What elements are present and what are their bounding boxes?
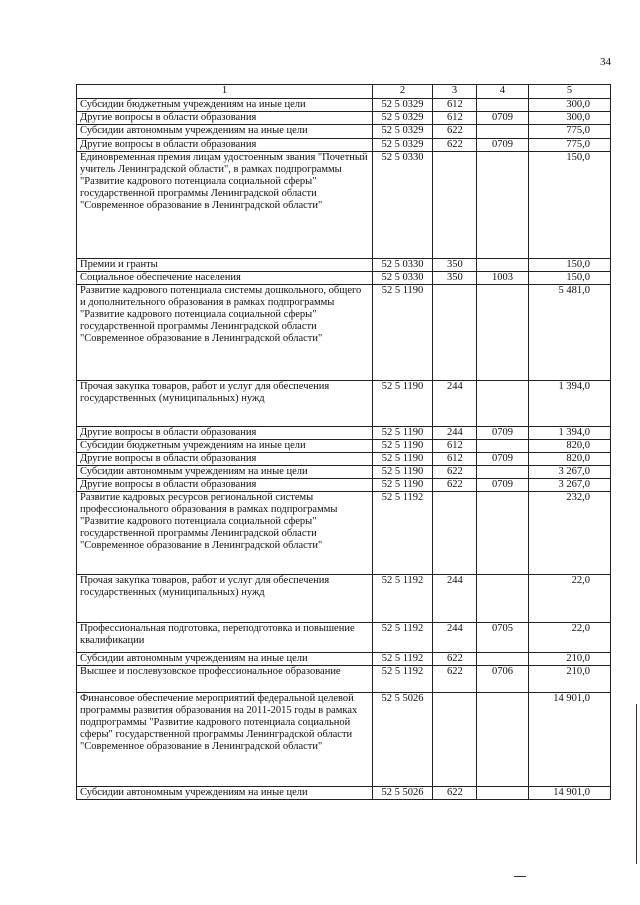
row-sum: 14 901,0 [529, 693, 611, 787]
row-name: Другие вопросы в области образования [77, 453, 373, 466]
row-expense-type: 350 [433, 272, 477, 285]
row-code: 52 5 1190 [373, 285, 433, 381]
row-expense-type: 622 [433, 653, 477, 666]
row-sum: 3 267,0 [529, 466, 611, 479]
row-expense-type: 612 [433, 453, 477, 466]
row-code: 52 5 0329 [373, 125, 433, 139]
table-row [77, 466, 611, 479]
row-code: 52 5 1190 [373, 466, 433, 479]
row-name: Субсидии бюджетным учреждениям на иные цели [77, 440, 373, 453]
row-expense-type: 622 [433, 666, 477, 693]
scan-dash-mark [514, 876, 526, 877]
row-code: 52 5 1190 [373, 479, 433, 492]
table-row [77, 285, 611, 381]
row-expense-type: 350 [433, 259, 477, 272]
row-sum: 300,0 [529, 99, 611, 112]
row-name: Другие вопросы в области образования [77, 139, 373, 152]
row-name: Высшее и послевузовское профессиональное образование [77, 666, 373, 693]
row-code: 52 5 1192 [373, 492, 433, 575]
row-expense-type: 622 [433, 787, 477, 800]
row-code: 52 5 1192 [373, 575, 433, 623]
row-section [477, 99, 529, 112]
row-code: 52 5 0330 [373, 272, 433, 285]
row-section: 0706 [477, 666, 529, 693]
row-section [477, 125, 529, 139]
row-code: 52 5 5026 [373, 787, 433, 800]
row-sum: 820,0 [529, 440, 611, 453]
table-row [77, 575, 611, 623]
row-name: Единовременная премия лицам удостоенным звания "Почетный учитель Ленинградской области", в рамках подпрограммы "Развитие кадрового потенциала социальной сферы" государственной программы Ленинградской области "Современное образование в Ленинградской области" [77, 152, 373, 259]
row-sum: 775,0 [529, 139, 611, 152]
row-section [477, 787, 529, 800]
header-cell: 1 [77, 85, 373, 99]
row-code: 52 5 0330 [373, 259, 433, 272]
row-code: 52 5 1190 [373, 440, 433, 453]
row-section [477, 440, 529, 453]
budget-table-body [77, 85, 611, 800]
table-row [77, 453, 611, 466]
row-code: 52 5 1192 [373, 653, 433, 666]
row-name: Субсидии автономным учреждениям на иные цели [77, 787, 373, 800]
table-row [77, 125, 611, 139]
row-sum: 22,0 [529, 575, 611, 623]
row-code: 52 5 0329 [373, 112, 433, 125]
row-code: 52 5 1190 [373, 427, 433, 440]
table-row [77, 272, 611, 285]
table-row [77, 427, 611, 440]
row-code: 52 5 5026 [373, 693, 433, 787]
row-expense-type: 244 [433, 381, 477, 427]
row-code: 52 5 1190 [373, 453, 433, 466]
row-sum: 1 394,0 [529, 427, 611, 440]
row-sum: 775,0 [529, 125, 611, 139]
row-expense-type [433, 693, 477, 787]
table-row [77, 693, 611, 787]
header-row [77, 85, 611, 99]
row-section: 1003 [477, 272, 529, 285]
table-row [77, 623, 611, 653]
scan-edge-line [636, 704, 637, 864]
row-code: 52 5 0330 [373, 152, 433, 259]
row-expense-type [433, 152, 477, 259]
table-row [77, 259, 611, 272]
row-sum: 150,0 [529, 259, 611, 272]
row-name: Премии и гранты [77, 259, 373, 272]
row-section [477, 693, 529, 787]
row-section [477, 259, 529, 272]
row-sum: 1 394,0 [529, 381, 611, 427]
row-name: Субсидии автономным учреждениям на иные цели [77, 653, 373, 666]
row-name: Профессиональная подготовка, переподготовка и повышение квалификации [77, 623, 373, 653]
row-section: 0709 [477, 453, 529, 466]
table-row [77, 666, 611, 693]
row-section: 0709 [477, 112, 529, 125]
row-name: Субсидии автономным учреждениям на иные цели [77, 466, 373, 479]
row-sum: 210,0 [529, 666, 611, 693]
row-code: 52 5 1192 [373, 666, 433, 693]
table-row [77, 112, 611, 125]
row-name: Субсидии автономным учреждениям на иные цели [77, 125, 373, 139]
row-sum: 150,0 [529, 152, 611, 259]
row-name: Другие вопросы в области образования [77, 112, 373, 125]
table-row [77, 440, 611, 453]
row-expense-type: 244 [433, 575, 477, 623]
header-cell: 4 [477, 85, 529, 99]
table-row [77, 381, 611, 427]
row-expense-type: 612 [433, 440, 477, 453]
row-name: Финансовое обеспечение мероприятий федеральной целевой программы развития образования на 2011-2015 годы в рамках подпрограммы "Развитие кадрового потенциала социальной сферы" государственной программы Ленинградской области "Современное образование в Ленинградской области" [77, 693, 373, 787]
row-expense-type: 244 [433, 623, 477, 653]
row-sum: 300,0 [529, 112, 611, 125]
header-cell: 3 [433, 85, 477, 99]
row-expense-type [433, 492, 477, 575]
row-code: 52 5 0329 [373, 139, 433, 152]
row-sum: 210,0 [529, 653, 611, 666]
row-name: Развитие кадрового потенциала системы дошкольного, общего и дополнительного образования в рамках подпрограммы "Развитие кадрового потенциала социальной сферы" государственной программы Ленинградской области "Современное образование в Ленинградской области" [77, 285, 373, 381]
row-expense-type [433, 285, 477, 381]
row-section [477, 653, 529, 666]
row-section [477, 575, 529, 623]
row-name: Другие вопросы в области образования [77, 427, 373, 440]
row-section [477, 285, 529, 381]
row-name: Развитие кадровых ресурсов региональной системы профессионального образования в рамках подпрограммы "Развитие кадрового потенциала социальной сферы" государственной программы Ленинградской области "Современное образование в Ленинградской области" [77, 492, 373, 575]
row-expense-type: 244 [433, 427, 477, 440]
row-name: Социальное обеспечение населения [77, 272, 373, 285]
row-sum: 820,0 [529, 453, 611, 466]
row-sum: 232,0 [529, 492, 611, 575]
row-sum: 3 267,0 [529, 479, 611, 492]
row-name: Другие вопросы в области образования [77, 479, 373, 492]
row-name: Прочая закупка товаров, работ и услуг для обеспечения государственных (муниципальных) нужд [77, 575, 373, 623]
row-expense-type: 612 [433, 99, 477, 112]
row-expense-type: 612 [433, 112, 477, 125]
row-section [477, 152, 529, 259]
row-expense-type: 622 [433, 479, 477, 492]
row-name: Субсидии бюджетным учреждениям на иные цели [77, 99, 373, 112]
row-code: 52 5 1190 [373, 381, 433, 427]
table-row [77, 653, 611, 666]
row-section: 0705 [477, 623, 529, 653]
table-row [77, 492, 611, 575]
row-code: 52 5 0329 [373, 99, 433, 112]
row-section [477, 381, 529, 427]
row-name: Прочая закупка товаров, работ и услуг для обеспечения государственных (муниципальных) нужд [77, 381, 373, 427]
row-section [477, 466, 529, 479]
row-sum: 5 481,0 [529, 285, 611, 381]
row-section: 0709 [477, 139, 529, 152]
row-sum: 14 901,0 [529, 787, 611, 800]
header-cell: 2 [373, 85, 433, 99]
row-sum: 150,0 [529, 272, 611, 285]
row-section: 0709 [477, 427, 529, 440]
row-section: 0709 [477, 479, 529, 492]
row-section [477, 492, 529, 575]
row-expense-type: 622 [433, 466, 477, 479]
row-sum: 22,0 [529, 623, 611, 653]
budget-table [76, 84, 611, 800]
row-expense-type: 622 [433, 139, 477, 152]
row-code: 52 5 1192 [373, 623, 433, 653]
table-row [77, 139, 611, 152]
table-row [77, 152, 611, 259]
table-row [77, 99, 611, 112]
page-number: 34 [600, 56, 611, 68]
row-expense-type: 622 [433, 125, 477, 139]
header-cell: 5 [529, 85, 611, 99]
table-row [77, 787, 611, 800]
table-row [77, 479, 611, 492]
